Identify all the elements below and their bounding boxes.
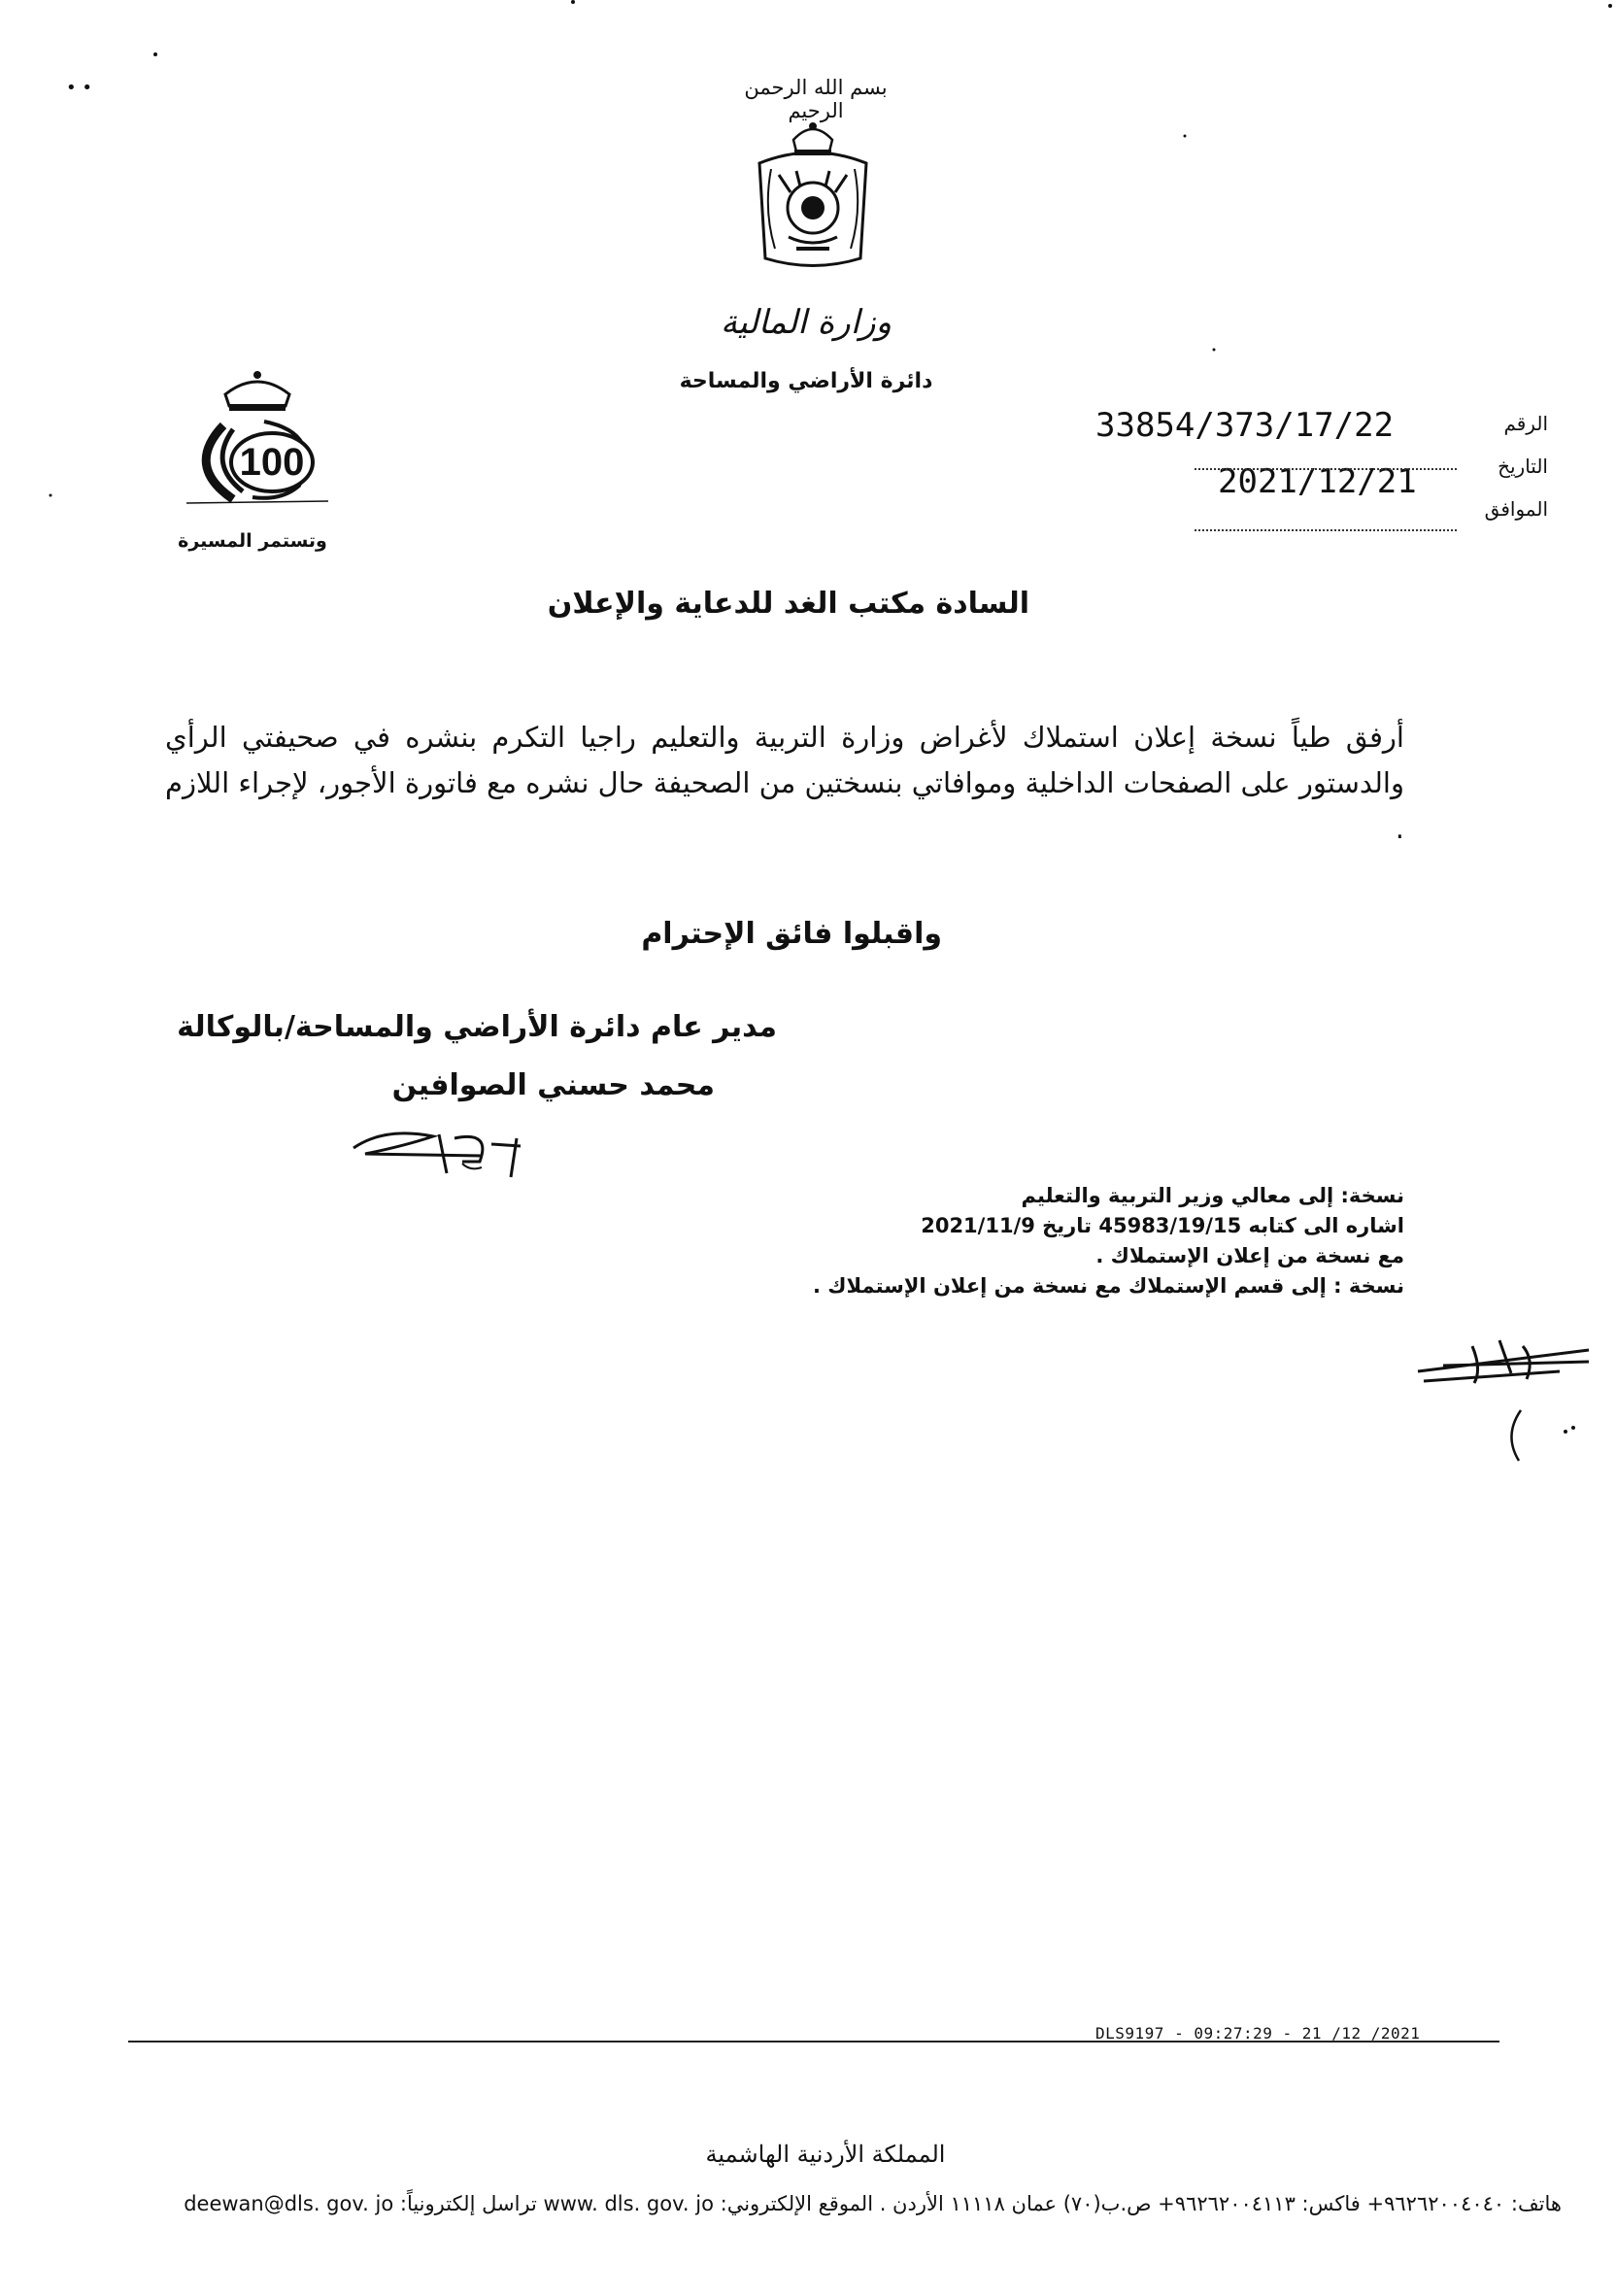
signatory-name: محمد حسني الصوافين — [391, 1068, 715, 1102]
copy-line: نسخة : إلى قسم الإستملاك مع نسخة من إعلان الإستملاك . — [813, 1274, 1404, 1298]
centennial-number: 100 — [239, 441, 305, 484]
reference-labels — [1470, 402, 1548, 530]
closing-greeting: واقبلوا فائق الإحترام — [641, 917, 942, 951]
copy-line: مع نسخة من إعلان الإستملاك . — [1095, 1244, 1404, 1267]
letter-body: أرفق طياً نسخة إعلان استملاك لأغراض وزارة التربية والتعليم راجيا التكرم بنشره في صحيفتي الرأي والدستور على الصفحات الداخلية وموافاتي بنسختين من الصحيفة حال نشره مع فاتورة الأجور، لإجراء اللازم . — [165, 721, 1404, 845]
print-timestamp: DLS9197 - 09:27:29 - 21 /12 /2021 — [1095, 2024, 1421, 2043]
reference-divider — [1195, 529, 1457, 531]
jordan-coat-of-arms-icon — [740, 113, 886, 278]
copy-line: نسخة: إلى معالي وزير التربية والتعليم — [1021, 1184, 1404, 1207]
reference-number: 33854/373/17/22 — [1095, 406, 1395, 445]
reference-date: 2021/12/21 — [1218, 462, 1417, 501]
signatory-title: مدير عام دائرة الأراضي والمساحة/بالوكالة — [177, 1010, 777, 1044]
reference-divider — [1195, 468, 1457, 470]
scan-mark: • • — [66, 78, 92, 98]
ministry-name: وزارة المالية — [721, 303, 892, 342]
recipient: السادة مكتب الغد للدعاية والإعلان — [547, 587, 1029, 621]
reference-corresponding-label: الموافق — [1484, 497, 1548, 521]
reference-date-label: التاريخ — [1498, 455, 1548, 478]
copy-line: اشاره الى كتابه 45983/19/15 تاريخ 2021/11/9 — [921, 1214, 1404, 1237]
footer-contact: هاتف: ٩٦٢٦٢٠٠٤٠٤٠+ فاكس: ٩٦٢٦٢٠٠٤١١٣+ ص.ب(٧٠) عمان ١١١١٨ الأردن . الموقع الإلكتروني: www. dls. gov. jo تراسل إلكترونياً: deewan@dls. gov. jo — [184, 2192, 1562, 2215]
handwritten-signature — [346, 1117, 559, 1195]
centennial-100-crown-logo-icon — [175, 365, 340, 511]
kingdom-name: المملكة الأردنية الهاشمية — [705, 2141, 946, 2168]
handwritten-initials — [1414, 1331, 1599, 1467]
reference-number-label: الرقم — [1503, 412, 1548, 435]
department-name: دائرة الأراضي والمساحة — [679, 369, 933, 393]
basmala: بسم الله الرحمن الرحيم — [744, 76, 888, 122]
footer-divider — [128, 2041, 1499, 2043]
centennial-caption: وتستمر المسيرة — [178, 530, 327, 552]
copies-list — [583, 1181, 1404, 1301]
